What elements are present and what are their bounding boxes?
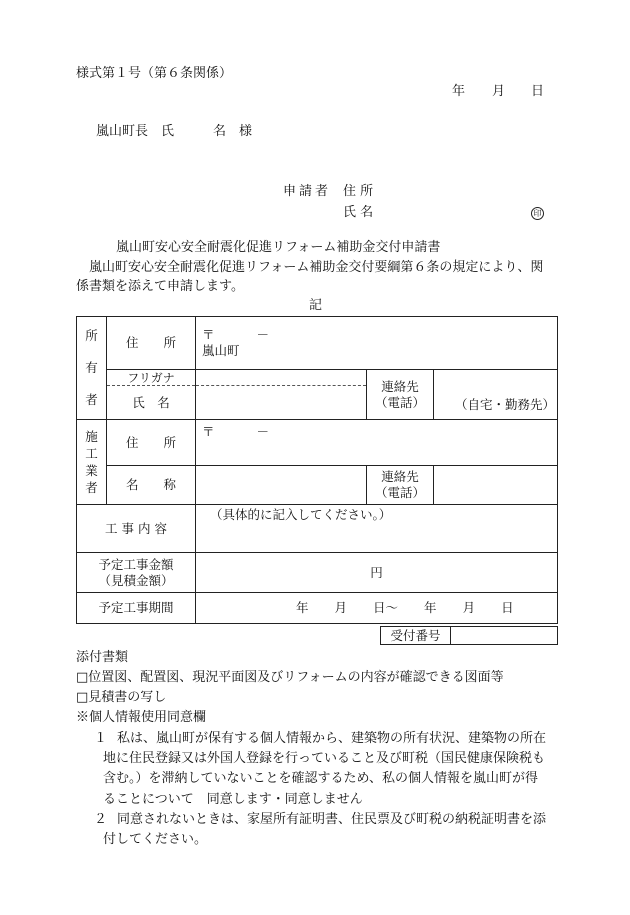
date-day: 日 [531, 84, 545, 99]
furigana-field[interactable] [196, 370, 367, 386]
applicant-name-label: 氏 名 [343, 205, 374, 220]
receipt-number-field[interactable] [451, 627, 558, 645]
contractor-label: 施 工 業 者 [77, 420, 107, 505]
owner-address-label: 住 所 [107, 317, 196, 370]
work-content-field[interactable] [196, 505, 558, 553]
contractor-address-label: 住 所 [107, 420, 196, 466]
contractor-name-label: 名 称 [107, 466, 196, 505]
yen-unit: 円 [370, 564, 383, 580]
owner-address-field[interactable]: 〒 － 嵐山町 [196, 317, 558, 370]
date-month: 月 [492, 84, 506, 99]
home-work-note: （自宅・勤務先） [455, 397, 556, 412]
furigana-label: フリガナ [107, 370, 196, 386]
contractor-contact-label: 連絡先 （電話） [367, 466, 434, 505]
receipt-label: 受付番号 [381, 627, 451, 645]
period-field[interactable]: 年 月 日～ 年 月 日 [196, 593, 558, 624]
contractor-address-field[interactable]: 〒 － [196, 420, 558, 466]
consent-p2-line1: 同意されないときは、家屋所有証明書、住民票及び町税の納税証明書を添 [117, 812, 547, 827]
intro-line-2: 係書類を添えて申請します。 [76, 279, 244, 294]
work-content-note: （具体的に記入してください。） [210, 507, 392, 522]
addressee: 嵐山町長 氏 名 様 [96, 124, 253, 139]
intro-line-1: 嵐山町安心安全耐震化促進リフォーム補助金交付要綱第６条の規定により、関 [89, 260, 544, 275]
cost-field[interactable] [196, 553, 558, 593]
receipt-table [380, 626, 558, 645]
consent-p1-line1: 私は、嵐山町が保有する個人情報から、建築物の所有状況、建築物の所在 [117, 731, 547, 746]
consent-p1-num: １ [94, 731, 108, 746]
ki-mark: 記 [309, 298, 323, 313]
owner-name-label: 氏 名 [107, 386, 196, 420]
applicant-label: 申請者 [283, 184, 332, 199]
consent-p1-line4: ることについて 同意します・同意しません [103, 792, 363, 807]
attachments-title: 添付書類 [76, 650, 129, 665]
consent-p1-line2: 地に住民登録又は外国人登録を行っていること及び町税（国民健康保険税も [103, 751, 546, 766]
form-number: 様式第１号（第６条関係） [76, 66, 233, 81]
applicant-address-label: 住 所 [343, 184, 374, 199]
cost-label: 予定工事金額 （見積金額） [77, 553, 196, 593]
attachment-item-2: □見積書の写し [76, 690, 167, 705]
application-table [76, 316, 558, 624]
period-label: 予定工事期間 [77, 593, 196, 624]
contractor-phone-field[interactable] [434, 466, 558, 505]
owner-town: 嵐山町 [202, 343, 240, 358]
owner-contact-label: 連絡先 （電話） [367, 370, 434, 420]
contractor-name-field[interactable] [196, 466, 367, 505]
seal-icon: 印 [531, 207, 544, 220]
consent-p2-num: ２ [94, 812, 108, 827]
attachment-item-1: □位置図、配置図、現況平面図及びリフォームの内容が確認できる図面等 [76, 670, 504, 685]
consent-title: ※個人情報使用同意欄 [76, 710, 207, 725]
owner-phone-field[interactable] [434, 370, 558, 420]
date-year: 年 [452, 84, 466, 99]
document-title: 嵐山町安心安全耐震化促進リフォーム補助金交付申請書 [116, 240, 441, 255]
seal-mark [531, 205, 544, 221]
consent-p1-line3: 含む。）を滞納していないことを確認するため、私の個人情報を嵐山町が得 [103, 771, 538, 786]
owner-name-field[interactable] [196, 386, 367, 420]
owner-label: 所 有 者 [77, 317, 107, 420]
consent-p2-line2: 付してください。 [103, 832, 208, 847]
work-content-label: 工 事 内 容 [77, 505, 196, 553]
